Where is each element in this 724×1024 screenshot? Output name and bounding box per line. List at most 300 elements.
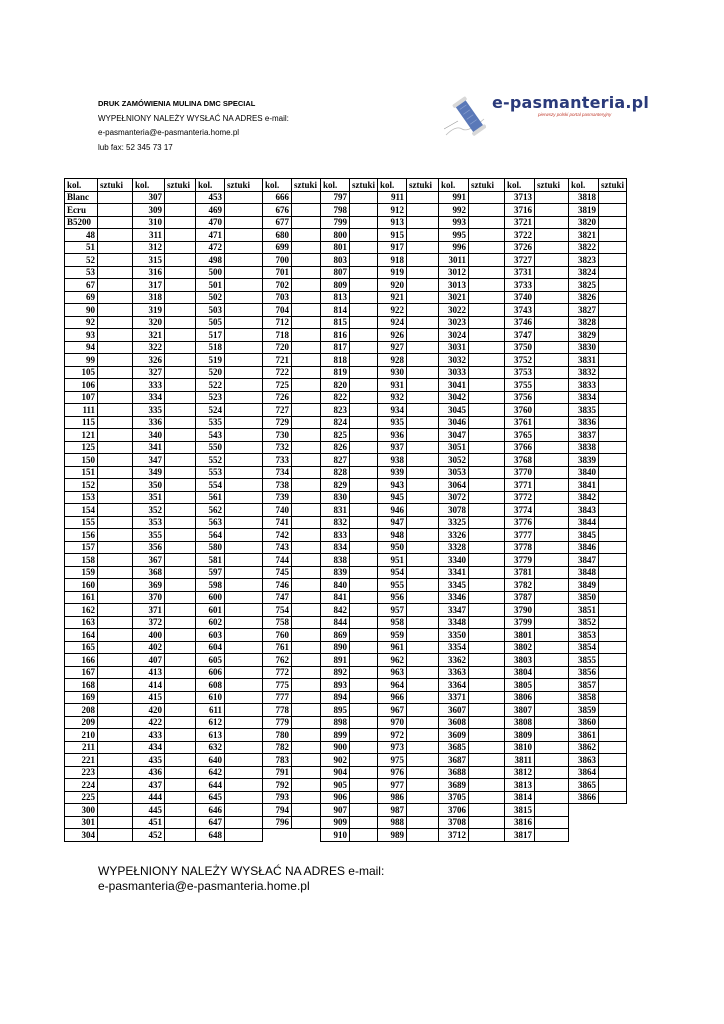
- quantity-cell[interactable]: [165, 816, 196, 829]
- quantity-cell[interactable]: [165, 791, 196, 804]
- quantity-cell[interactable]: [98, 716, 133, 729]
- quantity-cell[interactable]: [535, 404, 569, 417]
- quantity-cell[interactable]: [165, 316, 196, 329]
- quantity-cell[interactable]: [350, 254, 378, 267]
- quantity-cell[interactable]: [350, 329, 378, 342]
- quantity-cell[interactable]: [535, 666, 569, 679]
- quantity-cell[interactable]: [225, 804, 263, 817]
- quantity-cell[interactable]: [225, 779, 263, 792]
- quantity-cell[interactable]: [292, 216, 321, 229]
- quantity-cell[interactable]: [292, 204, 321, 217]
- quantity-cell[interactable]: [535, 654, 569, 667]
- quantity-cell[interactable]: [535, 204, 569, 217]
- quantity-cell[interactable]: [225, 329, 263, 342]
- quantity-cell[interactable]: [407, 591, 439, 604]
- quantity-cell[interactable]: [350, 266, 378, 279]
- quantity-cell[interactable]: [165, 604, 196, 617]
- quantity-cell[interactable]: [407, 241, 439, 254]
- quantity-cell[interactable]: [599, 741, 627, 754]
- quantity-cell[interactable]: [469, 329, 505, 342]
- quantity-cell[interactable]: [599, 216, 627, 229]
- quantity-cell[interactable]: [407, 566, 439, 579]
- quantity-cell[interactable]: [599, 766, 627, 779]
- quantity-cell[interactable]: [469, 604, 505, 617]
- quantity-cell[interactable]: [407, 541, 439, 554]
- quantity-cell[interactable]: [599, 516, 627, 529]
- quantity-cell[interactable]: [469, 716, 505, 729]
- quantity-cell[interactable]: [469, 291, 505, 304]
- quantity-cell[interactable]: [407, 254, 439, 267]
- quantity-cell[interactable]: [599, 454, 627, 467]
- quantity-cell[interactable]: [407, 641, 439, 654]
- quantity-cell[interactable]: [98, 679, 133, 692]
- quantity-cell[interactable]: [225, 229, 263, 242]
- quantity-cell[interactable]: [292, 541, 321, 554]
- quantity-cell[interactable]: [407, 479, 439, 492]
- quantity-cell[interactable]: [292, 429, 321, 442]
- quantity-cell[interactable]: [599, 716, 627, 729]
- quantity-cell[interactable]: [165, 804, 196, 817]
- quantity-cell[interactable]: [469, 391, 505, 404]
- quantity-cell[interactable]: [599, 616, 627, 629]
- quantity-cell[interactable]: [292, 229, 321, 242]
- quantity-cell[interactable]: [350, 491, 378, 504]
- quantity-cell[interactable]: [225, 316, 263, 329]
- quantity-cell[interactable]: [225, 491, 263, 504]
- quantity-cell[interactable]: [292, 679, 321, 692]
- quantity-cell[interactable]: [350, 441, 378, 454]
- quantity-cell[interactable]: [165, 479, 196, 492]
- quantity-cell[interactable]: [165, 691, 196, 704]
- quantity-cell[interactable]: [407, 704, 439, 717]
- quantity-cell[interactable]: [535, 791, 569, 804]
- quantity-cell[interactable]: [165, 541, 196, 554]
- quantity-cell[interactable]: [165, 304, 196, 317]
- quantity-cell[interactable]: [225, 304, 263, 317]
- quantity-cell[interactable]: [98, 754, 133, 767]
- quantity-cell[interactable]: [225, 691, 263, 704]
- quantity-cell[interactable]: [98, 404, 133, 417]
- quantity-cell[interactable]: [225, 441, 263, 454]
- quantity-cell[interactable]: [535, 829, 569, 842]
- quantity-cell[interactable]: [407, 716, 439, 729]
- quantity-cell[interactable]: [98, 741, 133, 754]
- quantity-cell[interactable]: [165, 204, 196, 217]
- quantity-cell[interactable]: [292, 316, 321, 329]
- quantity-cell[interactable]: [535, 441, 569, 454]
- quantity-cell[interactable]: [165, 441, 196, 454]
- quantity-cell[interactable]: [165, 241, 196, 254]
- quantity-cell[interactable]: [407, 666, 439, 679]
- quantity-cell[interactable]: [292, 729, 321, 742]
- quantity-cell[interactable]: [225, 479, 263, 492]
- quantity-cell[interactable]: [292, 816, 321, 829]
- quantity-cell[interactable]: [98, 779, 133, 792]
- quantity-cell[interactable]: [535, 704, 569, 717]
- quantity-cell[interactable]: [292, 779, 321, 792]
- quantity-cell[interactable]: [535, 754, 569, 767]
- quantity-cell[interactable]: [599, 241, 627, 254]
- quantity-cell[interactable]: [469, 554, 505, 567]
- quantity-cell[interactable]: [98, 729, 133, 742]
- quantity-cell[interactable]: [98, 829, 133, 842]
- quantity-cell[interactable]: [407, 366, 439, 379]
- quantity-cell[interactable]: [469, 816, 505, 829]
- quantity-cell[interactable]: [350, 691, 378, 704]
- quantity-cell[interactable]: [599, 654, 627, 667]
- quantity-cell[interactable]: [599, 204, 627, 217]
- quantity-cell[interactable]: [98, 816, 133, 829]
- quantity-cell[interactable]: [407, 829, 439, 842]
- quantity-cell[interactable]: [350, 204, 378, 217]
- quantity-cell[interactable]: [225, 454, 263, 467]
- quantity-cell[interactable]: [407, 454, 439, 467]
- quantity-cell[interactable]: [407, 379, 439, 392]
- quantity-cell[interactable]: [225, 354, 263, 367]
- quantity-cell[interactable]: [469, 441, 505, 454]
- quantity-cell[interactable]: [469, 429, 505, 442]
- quantity-cell[interactable]: [535, 691, 569, 704]
- quantity-cell[interactable]: [469, 454, 505, 467]
- quantity-cell[interactable]: [98, 616, 133, 629]
- quantity-cell[interactable]: [535, 529, 569, 542]
- quantity-cell[interactable]: [225, 829, 263, 842]
- quantity-cell[interactable]: [292, 441, 321, 454]
- quantity-cell[interactable]: [165, 216, 196, 229]
- quantity-cell[interactable]: [165, 579, 196, 592]
- quantity-cell[interactable]: [165, 741, 196, 754]
- quantity-cell[interactable]: [350, 629, 378, 642]
- quantity-cell[interactable]: [407, 279, 439, 292]
- quantity-cell[interactable]: [407, 341, 439, 354]
- quantity-cell[interactable]: [225, 391, 263, 404]
- quantity-cell[interactable]: [225, 216, 263, 229]
- quantity-cell[interactable]: [292, 304, 321, 317]
- quantity-cell[interactable]: [98, 804, 133, 817]
- quantity-cell[interactable]: [292, 741, 321, 754]
- quantity-cell[interactable]: [225, 416, 263, 429]
- quantity-cell[interactable]: [225, 604, 263, 617]
- quantity-cell[interactable]: [407, 504, 439, 517]
- quantity-cell[interactable]: [599, 641, 627, 654]
- quantity-cell[interactable]: [469, 616, 505, 629]
- quantity-cell[interactable]: [407, 604, 439, 617]
- quantity-cell[interactable]: [350, 729, 378, 742]
- quantity-cell[interactable]: [599, 304, 627, 317]
- quantity-cell[interactable]: [469, 829, 505, 842]
- quantity-cell[interactable]: [469, 804, 505, 817]
- quantity-cell[interactable]: [292, 341, 321, 354]
- quantity-cell[interactable]: [599, 291, 627, 304]
- quantity-cell[interactable]: [599, 366, 627, 379]
- quantity-cell[interactable]: [407, 491, 439, 504]
- quantity-cell[interactable]: [599, 229, 627, 242]
- quantity-cell[interactable]: [350, 754, 378, 767]
- quantity-cell[interactable]: [469, 466, 505, 479]
- quantity-cell[interactable]: [225, 404, 263, 417]
- quantity-cell[interactable]: [535, 766, 569, 779]
- quantity-cell[interactable]: [165, 654, 196, 667]
- quantity-cell[interactable]: [98, 366, 133, 379]
- quantity-cell[interactable]: [469, 254, 505, 267]
- quantity-cell[interactable]: [599, 704, 627, 717]
- quantity-cell[interactable]: [535, 416, 569, 429]
- quantity-cell[interactable]: [292, 579, 321, 592]
- quantity-cell[interactable]: [350, 579, 378, 592]
- quantity-cell[interactable]: [350, 591, 378, 604]
- quantity-cell[interactable]: [407, 291, 439, 304]
- quantity-cell[interactable]: [407, 266, 439, 279]
- quantity-cell[interactable]: [535, 229, 569, 242]
- quantity-cell[interactable]: [535, 216, 569, 229]
- quantity-cell[interactable]: [350, 404, 378, 417]
- quantity-cell[interactable]: [407, 354, 439, 367]
- quantity-cell[interactable]: [98, 429, 133, 442]
- quantity-cell[interactable]: [98, 491, 133, 504]
- quantity-cell[interactable]: [407, 229, 439, 242]
- quantity-cell[interactable]: [469, 241, 505, 254]
- quantity-cell[interactable]: [599, 691, 627, 704]
- quantity-cell[interactable]: [98, 629, 133, 642]
- quantity-cell[interactable]: [225, 629, 263, 642]
- quantity-cell[interactable]: [98, 704, 133, 717]
- quantity-cell[interactable]: [165, 554, 196, 567]
- quantity-cell[interactable]: [535, 254, 569, 267]
- quantity-cell[interactable]: [407, 754, 439, 767]
- quantity-cell[interactable]: [535, 266, 569, 279]
- quantity-cell[interactable]: [535, 191, 569, 204]
- quantity-cell[interactable]: [165, 416, 196, 429]
- quantity-cell[interactable]: [292, 191, 321, 204]
- quantity-cell[interactable]: [535, 491, 569, 504]
- quantity-cell[interactable]: [165, 329, 196, 342]
- quantity-cell[interactable]: [98, 316, 133, 329]
- quantity-cell[interactable]: [292, 691, 321, 704]
- quantity-cell[interactable]: [98, 216, 133, 229]
- quantity-cell[interactable]: [165, 716, 196, 729]
- quantity-cell[interactable]: [599, 379, 627, 392]
- quantity-cell[interactable]: [535, 316, 569, 329]
- quantity-cell[interactable]: [535, 516, 569, 529]
- quantity-cell[interactable]: [165, 354, 196, 367]
- quantity-cell[interactable]: [292, 291, 321, 304]
- quantity-cell[interactable]: [98, 416, 133, 429]
- quantity-cell[interactable]: [469, 629, 505, 642]
- quantity-cell[interactable]: [407, 691, 439, 704]
- quantity-cell[interactable]: [98, 504, 133, 517]
- quantity-cell[interactable]: [599, 754, 627, 767]
- quantity-cell[interactable]: [535, 566, 569, 579]
- quantity-cell[interactable]: [165, 229, 196, 242]
- quantity-cell[interactable]: [599, 629, 627, 642]
- quantity-cell[interactable]: [292, 704, 321, 717]
- quantity-cell[interactable]: [225, 204, 263, 217]
- quantity-cell[interactable]: [350, 279, 378, 292]
- quantity-cell[interactable]: [225, 566, 263, 579]
- quantity-cell[interactable]: [225, 766, 263, 779]
- quantity-cell[interactable]: [469, 216, 505, 229]
- quantity-cell[interactable]: [292, 529, 321, 542]
- quantity-cell[interactable]: [165, 591, 196, 604]
- quantity-cell[interactable]: [225, 429, 263, 442]
- quantity-cell[interactable]: [225, 554, 263, 567]
- quantity-cell[interactable]: [469, 191, 505, 204]
- quantity-cell[interactable]: [469, 766, 505, 779]
- quantity-cell[interactable]: [350, 354, 378, 367]
- quantity-cell[interactable]: [165, 466, 196, 479]
- quantity-cell[interactable]: [407, 804, 439, 817]
- quantity-cell[interactable]: [599, 466, 627, 479]
- quantity-cell[interactable]: [407, 791, 439, 804]
- quantity-cell[interactable]: [469, 366, 505, 379]
- quantity-cell[interactable]: [98, 791, 133, 804]
- quantity-cell[interactable]: [599, 316, 627, 329]
- quantity-cell[interactable]: [165, 529, 196, 542]
- quantity-cell[interactable]: [292, 629, 321, 642]
- quantity-cell[interactable]: [599, 391, 627, 404]
- quantity-cell[interactable]: [350, 791, 378, 804]
- quantity-cell[interactable]: [535, 804, 569, 817]
- quantity-cell[interactable]: [350, 241, 378, 254]
- quantity-cell[interactable]: [350, 541, 378, 554]
- quantity-cell[interactable]: [407, 429, 439, 442]
- quantity-cell[interactable]: [225, 754, 263, 767]
- quantity-cell[interactable]: [350, 454, 378, 467]
- quantity-cell[interactable]: [407, 204, 439, 217]
- quantity-cell[interactable]: [599, 329, 627, 342]
- quantity-cell[interactable]: [225, 616, 263, 629]
- quantity-cell[interactable]: [599, 779, 627, 792]
- quantity-cell[interactable]: [98, 379, 133, 392]
- quantity-cell[interactable]: [599, 341, 627, 354]
- quantity-cell[interactable]: [292, 591, 321, 604]
- quantity-cell[interactable]: [292, 666, 321, 679]
- quantity-cell[interactable]: [599, 504, 627, 517]
- quantity-cell[interactable]: [535, 579, 569, 592]
- quantity-cell[interactable]: [292, 254, 321, 267]
- quantity-cell[interactable]: [98, 279, 133, 292]
- quantity-cell[interactable]: [350, 816, 378, 829]
- quantity-cell[interactable]: [98, 691, 133, 704]
- quantity-cell[interactable]: [469, 566, 505, 579]
- quantity-cell[interactable]: [165, 391, 196, 404]
- quantity-cell[interactable]: [225, 291, 263, 304]
- quantity-cell[interactable]: [407, 329, 439, 342]
- quantity-cell[interactable]: [350, 666, 378, 679]
- quantity-cell[interactable]: [350, 379, 378, 392]
- quantity-cell[interactable]: [165, 704, 196, 717]
- quantity-cell[interactable]: [407, 416, 439, 429]
- quantity-cell[interactable]: [98, 254, 133, 267]
- quantity-cell[interactable]: [469, 266, 505, 279]
- quantity-cell[interactable]: [599, 266, 627, 279]
- quantity-cell[interactable]: [225, 641, 263, 654]
- quantity-cell[interactable]: [469, 354, 505, 367]
- quantity-cell[interactable]: [350, 429, 378, 442]
- quantity-cell[interactable]: [407, 629, 439, 642]
- quantity-cell[interactable]: [225, 529, 263, 542]
- quantity-cell[interactable]: [535, 366, 569, 379]
- quantity-cell[interactable]: [165, 266, 196, 279]
- quantity-cell[interactable]: [469, 779, 505, 792]
- quantity-cell[interactable]: [469, 579, 505, 592]
- quantity-cell[interactable]: [407, 304, 439, 317]
- quantity-cell[interactable]: [469, 229, 505, 242]
- quantity-cell[interactable]: [292, 791, 321, 804]
- quantity-cell[interactable]: [535, 741, 569, 754]
- quantity-cell[interactable]: [165, 491, 196, 504]
- quantity-cell[interactable]: [469, 741, 505, 754]
- quantity-cell[interactable]: [225, 791, 263, 804]
- quantity-cell[interactable]: [535, 629, 569, 642]
- quantity-cell[interactable]: [292, 616, 321, 629]
- quantity-cell[interactable]: [469, 304, 505, 317]
- quantity-cell[interactable]: [292, 554, 321, 567]
- quantity-cell[interactable]: [407, 741, 439, 754]
- quantity-cell[interactable]: [225, 716, 263, 729]
- quantity-cell[interactable]: [225, 504, 263, 517]
- quantity-cell[interactable]: [350, 641, 378, 654]
- quantity-cell[interactable]: [350, 829, 378, 842]
- quantity-cell[interactable]: [599, 441, 627, 454]
- quantity-cell[interactable]: [599, 354, 627, 367]
- quantity-cell[interactable]: [469, 516, 505, 529]
- quantity-cell[interactable]: [165, 829, 196, 842]
- quantity-cell[interactable]: [407, 516, 439, 529]
- quantity-cell[interactable]: [407, 654, 439, 667]
- quantity-cell[interactable]: [165, 341, 196, 354]
- quantity-cell[interactable]: [407, 466, 439, 479]
- quantity-cell[interactable]: [469, 691, 505, 704]
- quantity-cell[interactable]: [535, 291, 569, 304]
- quantity-cell[interactable]: [98, 441, 133, 454]
- quantity-cell[interactable]: [407, 391, 439, 404]
- quantity-cell[interactable]: [292, 516, 321, 529]
- quantity-cell[interactable]: [350, 366, 378, 379]
- quantity-cell[interactable]: [535, 241, 569, 254]
- quantity-cell[interactable]: [350, 554, 378, 567]
- quantity-cell[interactable]: [225, 254, 263, 267]
- quantity-cell[interactable]: [599, 529, 627, 542]
- quantity-cell[interactable]: [165, 666, 196, 679]
- quantity-cell[interactable]: [98, 341, 133, 354]
- quantity-cell[interactable]: [165, 679, 196, 692]
- quantity-cell[interactable]: [599, 554, 627, 567]
- quantity-cell[interactable]: [350, 191, 378, 204]
- quantity-cell[interactable]: [98, 454, 133, 467]
- quantity-cell[interactable]: [407, 316, 439, 329]
- quantity-cell[interactable]: [225, 191, 263, 204]
- quantity-cell[interactable]: [469, 791, 505, 804]
- quantity-cell[interactable]: [225, 666, 263, 679]
- quantity-cell[interactable]: [165, 379, 196, 392]
- quantity-cell[interactable]: [98, 666, 133, 679]
- quantity-cell[interactable]: [225, 741, 263, 754]
- quantity-cell[interactable]: [350, 704, 378, 717]
- quantity-cell[interactable]: [469, 641, 505, 654]
- quantity-cell[interactable]: [407, 729, 439, 742]
- quantity-cell[interactable]: [469, 529, 505, 542]
- quantity-cell[interactable]: [350, 604, 378, 617]
- quantity-cell[interactable]: [535, 354, 569, 367]
- quantity-cell[interactable]: [292, 641, 321, 654]
- quantity-cell[interactable]: [407, 554, 439, 567]
- quantity-cell[interactable]: [350, 416, 378, 429]
- quantity-cell[interactable]: [535, 729, 569, 742]
- quantity-cell[interactable]: [535, 504, 569, 517]
- quantity-cell[interactable]: [292, 329, 321, 342]
- quantity-cell[interactable]: [599, 591, 627, 604]
